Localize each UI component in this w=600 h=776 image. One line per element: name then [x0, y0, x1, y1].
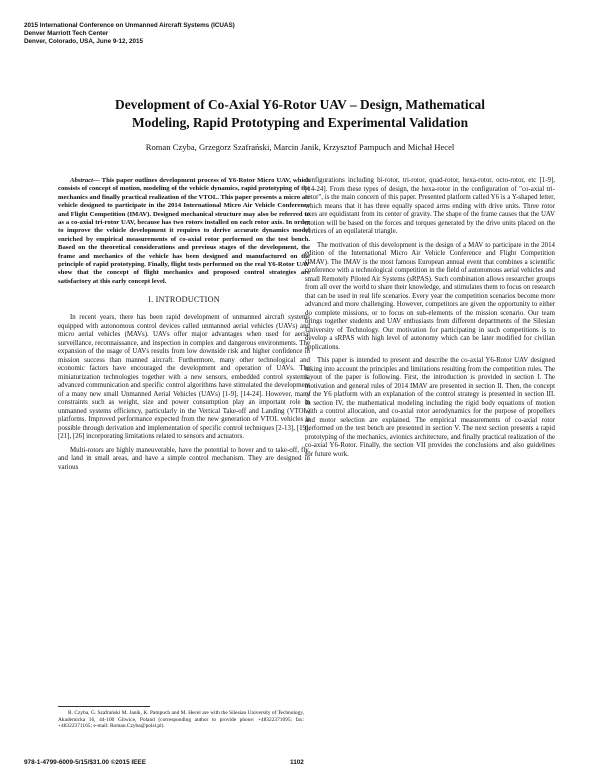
body-paragraph-motivation: The motivation of this development is the design of a MAV to participate in the 2014 edition of the International Micro Air Vehicle Conference and Flight Competition (IMAV). The IMAV is the most famous European annual event that combines a scientific conference with a technological competition in the field of autonomous aerial vehicles and small Remotely Piloted Air Systems (sRPAS). Such combination allows researcher groups from all over the world to share their knowledge, and stimulates them to focus on research that can be used in real life scenarios. Every year the competition scenarios become more advanced and more challenging. However, competitors are given the opportunity to either do complete missions, or to focus on sub-elements of the mission scenario. Our team brings together students and UAV enthusiasts from different departments of the Silesian University of Technology. Our motivation for participating in such competitions is to develop a sRPAS with high level of autonomy which can be later modified for civilian applications.	[305, 241, 555, 351]
abstract-lead: Abstract	[70, 177, 94, 184]
abstract	[58, 177, 310, 286]
conference-header	[24, 22, 424, 45]
conference-location-date: Denver, Colorado, USA, June 9-12, 2015	[24, 37, 143, 45]
body-paragraph-continued: configurations including bi-rotor, tri-rotor, quad-rotor, hexa-rotor, octo-rotor, etc [1-9], [14-24]. From these types of design, the hexa-rotor in the configuration of "co-axial tri-rotor", is the main concern of this paper. Presented platform called Y6 is a Y-shaped letter, which means that it has three equally spaced arms ending with drive units. Three rotor axes are equidistant from its center of gravity. The shape of the frame causes that the UAV motion will be based on the forces and torques generated by the drive units placed on the vertices of an equilateral triangle.	[305, 177, 555, 235]
paper-title	[40, 96, 560, 132]
footnote-divider	[58, 706, 150, 707]
paper-title-line-2: Modeling, Rapid Prototyping and Experimental Validation	[131, 115, 469, 130]
intro-paragraph-1: In recent years, there has been rapid development of unmanned aircraft systems equipped with autonomous control devices called unmanned aerial vehicles (UAVs) and micro aerial vehicles (MAVs). UAVs offer major advantages when used for aerial surveillance, reconnaissance, and inspection in complex and dangerous environments. The expansion of the usage of UAVs results from low downside risk and higher confidence in mission success than manned aircraft. Furthermore, many other technological and economic factors have encouraged the development and operation of UAVs. The miniaturization technologies together with a new sensors, embedded control systems, advanced communication and specific control algorithms have stimulated the development of a many new small Unmanned Aerial Vehicles (UAVs) [1-9], [14-24]. However, many constraints such as weight, size and power consumption play an important role in unmanned systems efficiency, particularly in the Vertical Take-off and Landing (VTOL) platforms. Improved performance expected from the new generation of VTOL vehicles is possible through derivation and implementation of specific control techniques [2-13], [19], [21], [26] incorporating limitations related to sensors and actuators.	[58, 314, 310, 441]
footer-isbn-copyright: 978-1-4799-6009-5/15/$31.00 ©2015 IEEE	[24, 759, 146, 766]
intro-paragraph-2: Multi-rotors are highly maneuverable, have the potential to hover and to take-off, fly, and land in small areas, and have a simple control mechanism. They are designed in various	[58, 446, 310, 471]
paper-title-line-1: Development of Co-Axial Y6-Rotor UAV – Design, Mathematical	[115, 97, 485, 112]
page-number: 1102	[290, 759, 304, 766]
right-column	[305, 177, 555, 459]
section-heading-introduction: I. INTRODUCTION	[148, 295, 220, 305]
left-column	[58, 177, 310, 472]
author-list: Roman Czyba, Grzegorz Szafrański, Marcin Janik, Krzysztof Pampuch and Michał Hecel	[145, 142, 455, 152]
body-paragraph-outline: This paper is intended to present and describe the co-axial Y6-Rotor UAV designed taking into account the principles and limitations resulting from the competition rules. The layout of the paper is following. First, the introduction is provided in section I. The motivation and general rules of 2014 IMAV are presented in section II. Then, the concept of the Y6 platform with an explanation of the control strategy is presented in section III. In section IV, the mathematical modeling including the rigid body equations of motion with a control allocation, and co-axial rotor aerodynamics for the purpose of propellers and motor selection are explained. The empirical measurements of co-axial rotor performed on the test bench are presented in section V. The next section presents a rapid prototyping of the mechanics, avionics architecture, and finally practical realization of the co-axial Y6-Rotor. Finally, the section VII provides the conclusions and also guidelines for future work.	[305, 357, 555, 458]
conference-name: 2015 International Conference on Unmanned Aircraft Systems (ICUAS)	[24, 22, 235, 29]
conference-venue: Denver Marriott Tech Center	[24, 29, 109, 37]
author-affiliation-footnote: R. Czyba, G. Szafrański M. Janik, K. Pampuch and M. Hecel are with the Silesian University of Technology, Akademicka 16, 44-100 Gliwice, Poland (corresponding author to provide phone: +48322371095; fax: +48322371165; e-mail: Roman.Czyba@polsl.pl).	[58, 710, 304, 730]
abstract-text: — This paper outlines development process of Y6-Rotor Micro UAV, which consists of concept of motion, modeling of the vehicle dynamics, rapid prototyping of the mechanics and finally practical realization of the VTOL. This paper presents a micro air vehicle designed to participate in the 2014 International Micro Air Vehicle Conference and Flight Competition (IMAV). Designed mechanical structure may also be referred to as a co-axial tri-rotor UAV, because has two rotors installed on each rotor axis. In order to improve the vehicle development it requires to derive accurate dynamics model enriched by empirical measurements of co-axial rotor performed on the test bench. Based on the theoretical considerations and previous stages of the development, the frame and mechanics of the vehicle has been designed and manufactured on the principle of rapid prototyping. Finally, flight tests performed on the real Y6-Rotor UAV show that the concept of flight mechanics and proposed control strategies are satisfactory at this early concept level.	[58, 177, 310, 285]
